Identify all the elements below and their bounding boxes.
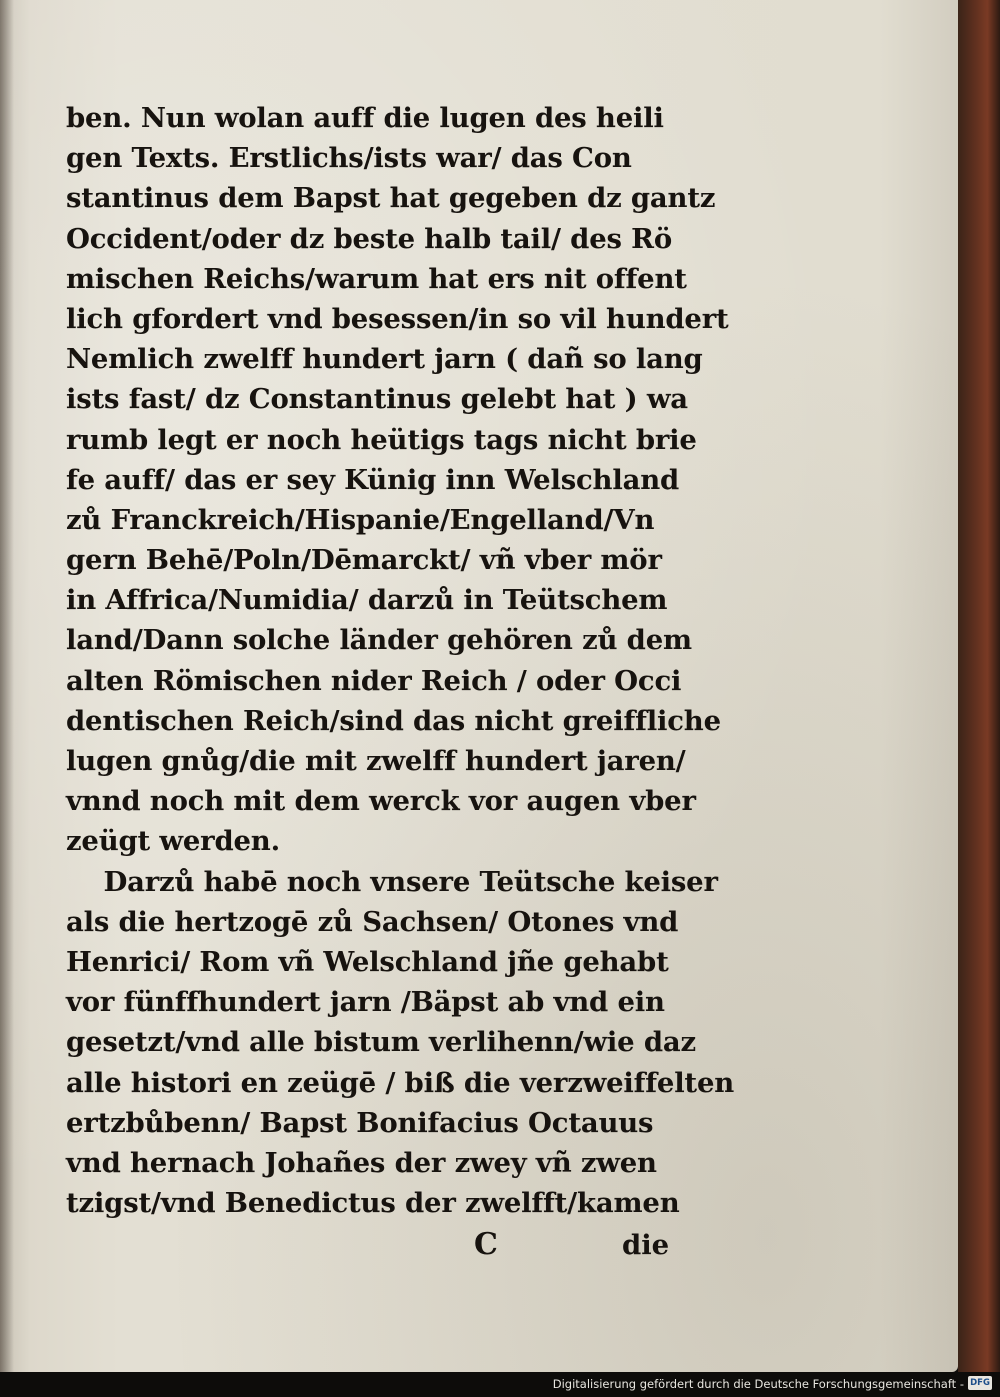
text-line: in Affrica/Numidia/ darzů in Teütschem [66,584,668,617]
text-line: zeügt werden. [66,825,280,858]
text-line: land/Dann solche länder gehören zů dem [66,624,692,657]
text-line: mischen Reichs/warum hat ers nit offent [66,262,687,295]
signature-mark: C [474,1227,498,1263]
book-cover-edge [958,0,1000,1372]
text-line: Nemlich zwelff hundert jarn ( dañ so lang [66,343,703,376]
page-footer-row [66,1223,686,1267]
text-line: rumb legt er noch heütigs tags nicht brie [66,423,697,456]
text-line: vor fünffhundert jarn /Bäpst ab vnd ein [66,986,665,1019]
page-spine-shadow [0,0,14,1372]
text-block [66,98,735,1267]
text-line: Henrici/ Rom vñ Welschland jñe gehabt [66,945,669,978]
text-line: stantinus dem Bapst hat gegeben dz gantz [66,182,716,215]
text-line: ben. Nun wolan auff die lugen des heili [66,102,664,134]
text-line: gesetzt/vnd alle bistum verlihenn/wie daz [66,1026,696,1059]
text-line: Occident/oder dz beste halb tail/ des Rö [66,222,672,255]
dfg-logo-icon: DFG [968,1376,992,1390]
text-line: lich gfordert vnd besessen/in so vil hundert [66,302,729,335]
text-line: ertzbůbenn/ Bapst Bonifacius Octauus [66,1106,654,1139]
text-line: vnnd noch mit dem werck vor augen vber [66,785,696,818]
text-line: alle histori en zeügē / biß die verzweiffelten [66,1066,735,1099]
text-line: als die hertzogē zů Sachsen/ Otones vnd [66,905,679,938]
funding-credit: Digitalisierung gefördert durch die Deutsche Forschungsgemeinschaft - [552,1377,964,1391]
footer-bar [0,1372,1000,1397]
text-line: dentischen Reich/sind das nicht greiffliche [66,704,721,737]
text-line: gern Behē/Poln/Dēmarckt/ vñ vber mör [66,544,662,577]
text-line: ists fast/ dz Constantinus gelebt hat ) wa [66,383,688,416]
text-line: tzigst/vnd Benedictus der zwelfft/kamen [66,1187,680,1220]
text-line: zů Franckreich/Hispanie/Engelland/Vn [66,503,655,536]
catchword: die [622,1229,670,1262]
text-line: Darzů habē noch vnsere Teütsche keiser [66,865,718,898]
text-line: vnd hernach Johañes der zwey vñ zwen [66,1146,657,1179]
text-line: alten Römischen nider Reich / oder Occi [66,664,682,697]
text-line: gen Texts. Erstlichs/ists war/ das Con [66,142,632,175]
text-line: fe auff/ das er sey Künig inn Welschland [66,463,680,496]
text-line: lugen gnůg/die mit zwelff hundert jaren/ [66,745,686,777]
